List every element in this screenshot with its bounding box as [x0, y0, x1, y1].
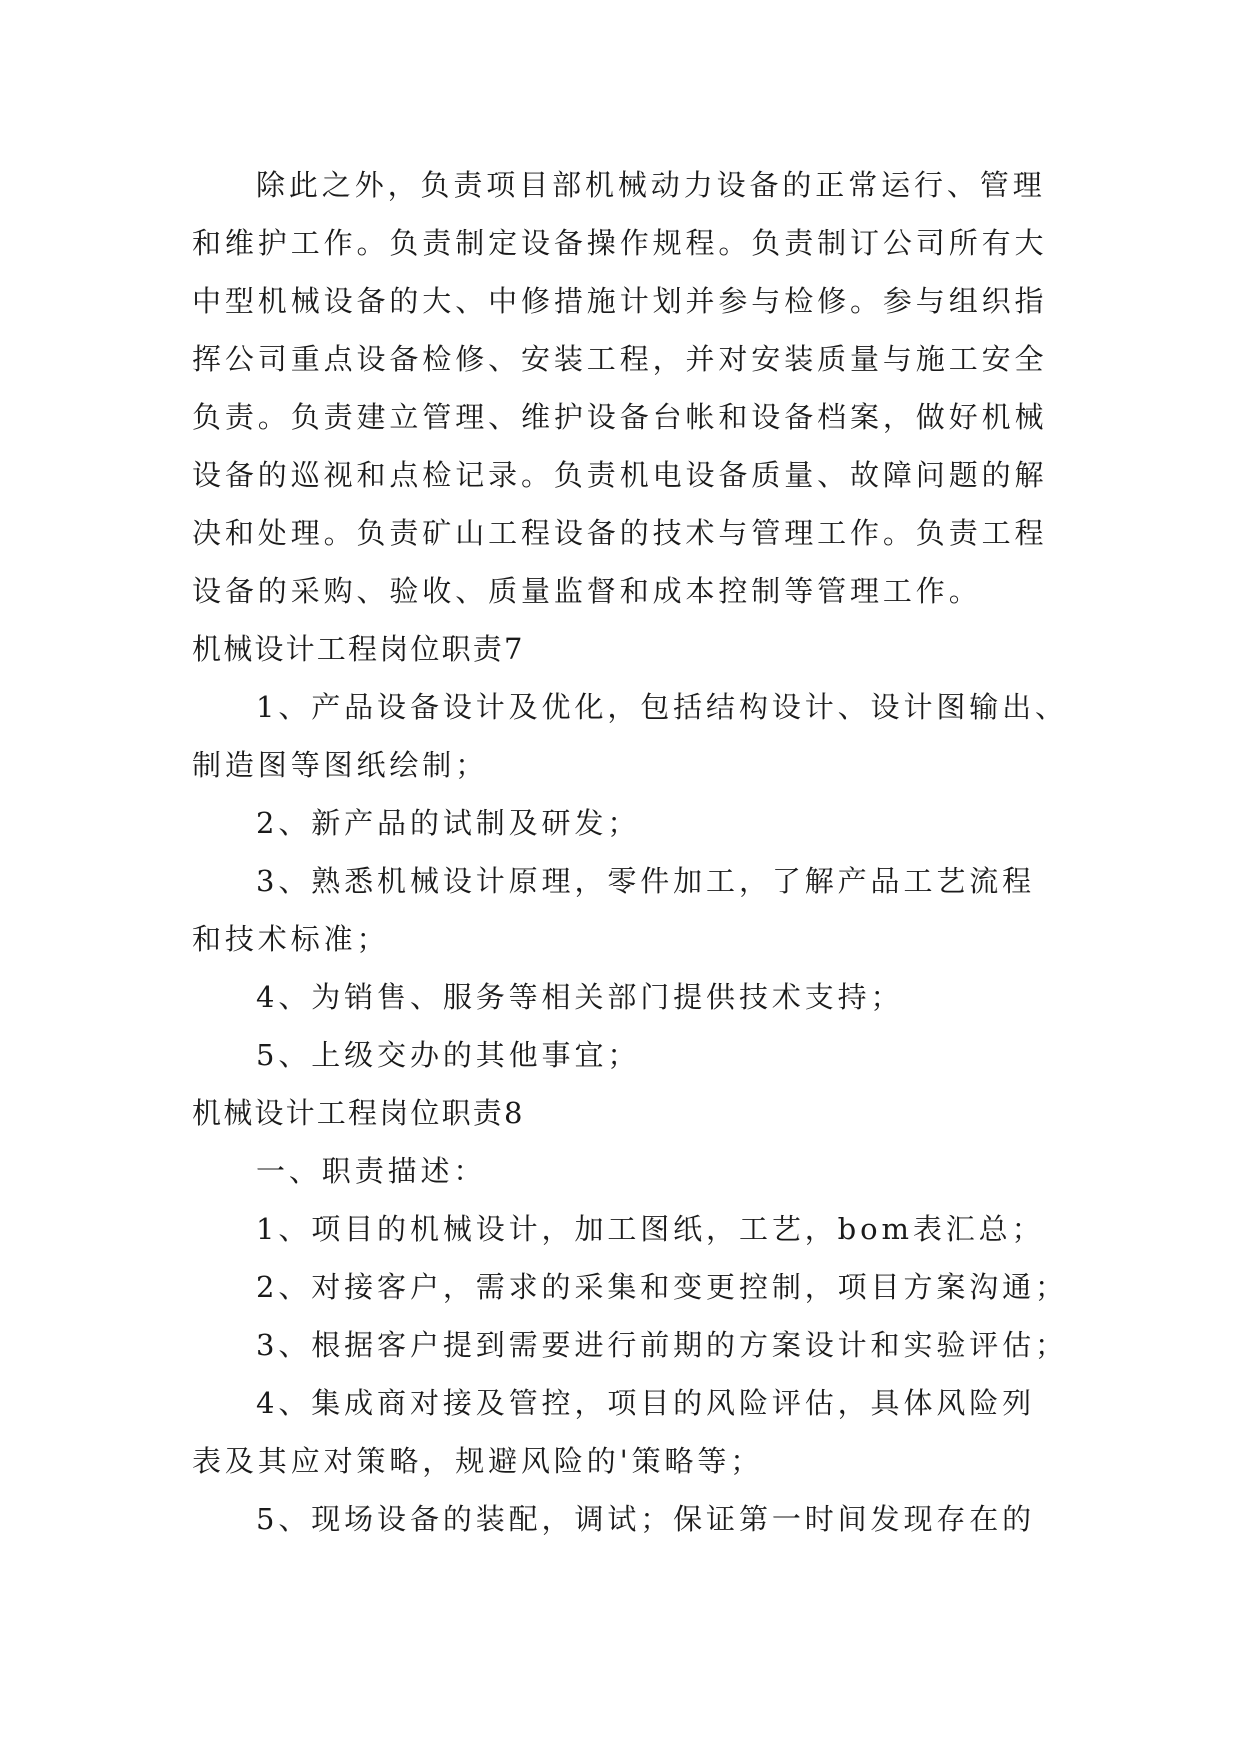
paragraph-line: 挥公司重点设备检修、安装工程，并对安装质量与施工安全	[192, 342, 1048, 376]
list-item: 2、新产品的试制及研发；	[256, 806, 641, 840]
paragraph-line: 中型机械设备的大、中修措施计划并参与检修。参与组织指	[192, 284, 1048, 318]
list-item: 4、为销售、服务等相关部门提供技术支持；	[256, 980, 904, 1014]
paragraph-line: 设备的巡视和点检记录。负责机电设备质量、故障问题的解	[192, 458, 1048, 492]
list-item: 2、对接客户，需求的采集和变更控制，项目方案沟通；	[256, 1270, 1068, 1304]
paragraph-line: 和维护工作。负责制定设备操作规程。负责制订公司所有大	[192, 226, 1048, 260]
list-item-continuation: 制造图等图纸绘制；	[192, 748, 489, 782]
paragraph-line: 设备的采购、验收、质量监督和成本控制等管理工作。	[192, 574, 982, 608]
section-heading: 机械设计工程岗位职责8	[192, 1096, 525, 1130]
paragraph-line: 除此之外，负责项目部机械动力设备的正常运行、管理	[256, 168, 1046, 202]
paragraph-line: 负责。负责建立管理、维护设备台帐和设备档案，做好机械	[192, 400, 1048, 434]
list-item: 5、现场设备的装配，调试；保证第一时间发现存在的	[256, 1502, 1036, 1536]
list-item: 1、项目的机械设计，加工图纸，工艺，bom表汇总；	[256, 1212, 1045, 1246]
document-body	[192, 156, 1072, 1548]
paragraph-line: 决和处理。负责矿山工程设备的技术与管理工作。负责工程	[192, 516, 1048, 550]
list-item: 4、集成商对接及管控，项目的风险评估，具体风险列	[256, 1386, 1036, 1420]
list-item: 1、产品设备设计及优化，包括结构设计、设计图输出、	[256, 690, 1068, 724]
list-item: 5、上级交办的其他事宜；	[256, 1038, 641, 1072]
list-item: 3、熟悉机械设计原理，零件加工，了解产品工艺流程	[256, 864, 1036, 898]
list-item-continuation: 和技术标准；	[192, 922, 390, 956]
list-item-continuation: 表及其应对策略，规避风险的'策略等；	[192, 1444, 764, 1478]
list-item: 一、职责描述：	[256, 1154, 487, 1188]
list-item: 3、根据客户提到需要进行前期的方案设计和实验评估；	[256, 1328, 1068, 1362]
section-heading: 机械设计工程岗位职责7	[192, 632, 525, 666]
